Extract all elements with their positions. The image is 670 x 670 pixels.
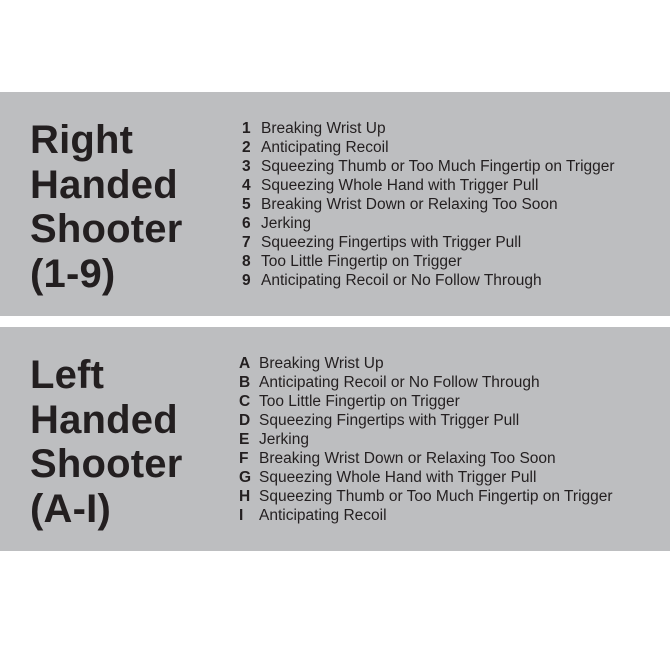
item-key: A: [239, 355, 251, 372]
item-key: 4: [242, 177, 251, 194]
title-line: (1-9): [30, 251, 116, 296]
title-line: Right: [30, 118, 134, 162]
item-text: Squeezing Fingertips with Trigger Pull: [261, 234, 522, 251]
item-text: Breaking Wrist Down or Relaxing Too Soon: [259, 450, 556, 467]
item-text: Squeezing Thumb or Too Much Fingertip on Trigger: [261, 158, 615, 175]
item-key: H: [239, 488, 251, 505]
item-text: Anticipating Recoil or No Follow Through: [259, 374, 540, 391]
right-handed-title: [30, 118, 230, 296]
item-text: Squeezing Whole Hand with Trigger Pull: [259, 469, 537, 486]
item-key: 9: [242, 272, 251, 289]
list-item: [242, 195, 615, 214]
left-handed-list: [239, 354, 613, 525]
list-item: [239, 373, 613, 392]
item-text: Jerking: [261, 215, 311, 232]
item-key: C: [239, 393, 251, 410]
item-key: D: [239, 412, 251, 429]
list-item: [242, 214, 615, 233]
list-item: [239, 506, 613, 525]
list-item: [242, 233, 615, 252]
item-key: F: [239, 450, 249, 467]
title-line: (A-I): [30, 486, 111, 531]
item-key: I: [239, 507, 244, 524]
item-key: 2: [242, 139, 251, 156]
item-text: Jerking: [259, 431, 309, 448]
item-key: 6: [242, 215, 251, 232]
item-text: Anticipating Recoil: [261, 139, 389, 156]
list-item: [242, 252, 615, 271]
title-line: Left: [30, 353, 105, 397]
list-item: [242, 119, 615, 138]
list-item: [239, 354, 613, 373]
item-key: B: [239, 374, 251, 391]
list-item: [239, 411, 613, 430]
item-text: Squeezing Thumb or Too Much Fingertip on Trigger: [259, 488, 613, 505]
item-text: Squeezing Whole Hand with Trigger Pull: [261, 177, 539, 194]
item-text: Squeezing Fingertips with Trigger Pull: [259, 412, 520, 429]
item-text: Anticipating Recoil or No Follow Through: [261, 272, 542, 289]
title-line: Handed: [30, 162, 178, 207]
item-text: Breaking Wrist Up: [259, 355, 384, 372]
item-text: Too Little Fingertip on Trigger: [259, 393, 460, 410]
item-key: 8: [242, 253, 251, 270]
item-key: 7: [242, 234, 251, 251]
title-line: Shooter: [30, 207, 183, 251]
item-key: 1: [242, 120, 251, 137]
left-handed-title: [30, 353, 230, 531]
list-item: [242, 138, 615, 157]
item-key: G: [239, 469, 252, 486]
item-text: Anticipating Recoil: [259, 507, 387, 524]
left-handed-panel: [0, 327, 670, 551]
list-item: [239, 449, 613, 468]
list-item: [242, 157, 615, 176]
list-item: [242, 271, 615, 290]
item-key: 5: [242, 196, 251, 213]
list-item: [239, 430, 613, 449]
item-key: E: [239, 431, 250, 448]
item-text: Breaking Wrist Up: [261, 120, 386, 137]
right-handed-list: [242, 119, 615, 290]
title-line: Shooter: [30, 442, 183, 486]
list-item: [239, 487, 613, 506]
item-text: Breaking Wrist Down or Relaxing Too Soon: [261, 196, 558, 213]
title-line: Handed: [30, 397, 178, 442]
right-handed-panel: [0, 92, 670, 316]
item-key: 3: [242, 158, 251, 175]
list-item: [242, 176, 615, 195]
list-item: [239, 392, 613, 411]
list-item: [239, 468, 613, 487]
item-text: Too Little Fingertip on Trigger: [261, 253, 462, 270]
